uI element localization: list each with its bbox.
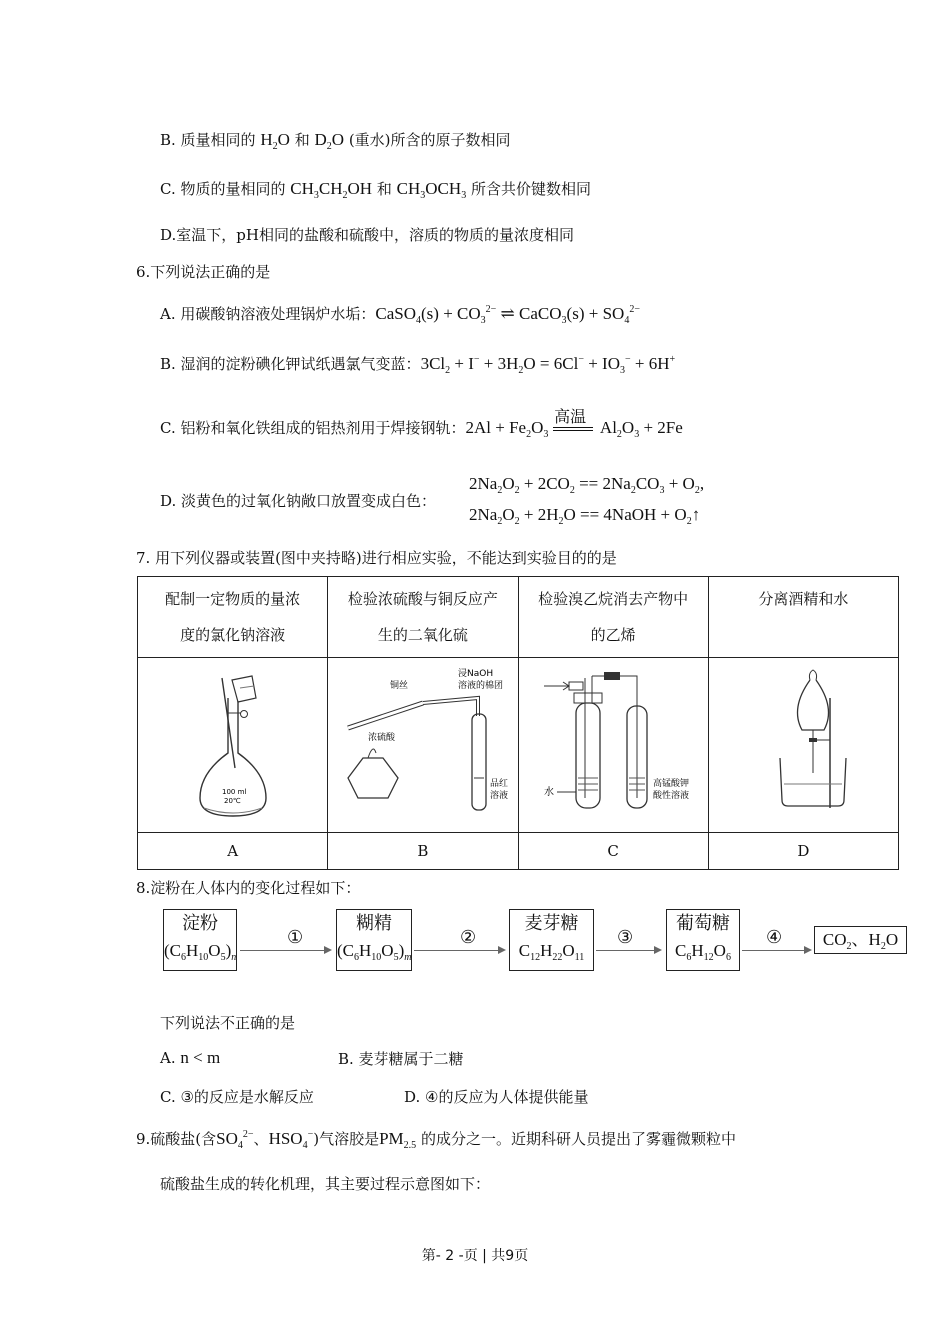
- arrow-1: [240, 950, 330, 951]
- q9-stem-line2: 硫酸盐生成的转化机理，其主要过程示意图如下：: [160, 1175, 491, 1193]
- q6-option-a: A. 用碳酸钠溶液处理锅炉水垢：CaSO$_4$(s) + $CO_3^{2-}$ ⇌ CaCO$_3$(s) + $SO_4^{2-}$: [160, 304, 640, 326]
- option-c-label: C: [518, 833, 708, 870]
- option-b-label: B: [328, 833, 518, 870]
- option-d-label: D: [708, 833, 898, 870]
- label-solution: 溶液: [490, 791, 509, 801]
- header-b: 检验浓硫酸与铜反应产 生的二氧化硫: [328, 577, 518, 658]
- q6-option-d: D. 淡黄色的过氧化钠敞口放置变成白色：: [160, 492, 437, 510]
- box-glucose: 葡萄糖 $C_6H_{12}O_6$: [666, 909, 740, 971]
- step-3: ③: [617, 927, 634, 948]
- q8-option-a: A. n < m: [160, 1048, 221, 1067]
- q5-option-b: B. 质量相同的 $H_2O$ 和 $D_2O$ (重水)所含的原子数相同: [160, 130, 511, 152]
- q8-option-d: D. ④的反应为人体提供能量: [404, 1088, 589, 1106]
- label-naoh: 浸NaOH: [458, 669, 494, 679]
- label-water: 水: [543, 787, 554, 798]
- arrow-2: [414, 950, 504, 951]
- arrow-4: [742, 950, 810, 951]
- label-acid-solution: 酸性溶液: [652, 791, 689, 801]
- q6-option-c: C. 铝粉和氧化铁组成的铝热剂用于焊接钢轨：$2Al + Fe_2O_3$ 高温 $Al_2O_3 + 2Fe$: [160, 417, 683, 438]
- label-magenta: 品红: [490, 779, 509, 789]
- q5-option-d: D.室温下，pH相同的盐酸和硫酸中，溶质的物质的量浓度相同: [160, 226, 574, 244]
- label-conc-sulfuric: 浓硫酸: [368, 733, 396, 743]
- ethylene-test-apparatus: [519, 658, 713, 828]
- q7-table: [137, 576, 899, 870]
- step-1: ①: [287, 927, 304, 948]
- q8-stem: 8.淀粉在人体内的变化过程如下：: [136, 879, 361, 897]
- q6-d-equation-1: $2Na_2O_2 + 2CO_2 == 2Na_2CO_3 + O_2$,: [469, 474, 705, 496]
- q7-stem: 7. 用下列仪器或装置(图中夹持略)进行相应实验，不能达到实验目的的是: [136, 549, 617, 567]
- box-maltose: 麦芽糖 $C_{12}H_{22}O_{11}$: [509, 909, 594, 971]
- header-c: 检验溴乙烷消去产物中 的乙烯: [518, 577, 708, 658]
- box-starch: 淀粉 $(C_6H_{10}O_5)_n$: [163, 909, 237, 971]
- option-a-label: A: [138, 833, 328, 870]
- copper-sulfuric-acid-apparatus: [328, 658, 522, 828]
- step-4: ④: [766, 927, 783, 948]
- q8-sub-question: 下列说法不正确的是: [160, 1014, 296, 1032]
- figure-d-cell: [708, 658, 898, 833]
- q6-stem: 6.下列说法正确的是: [136, 263, 271, 281]
- label-cotton: 溶液的棉团: [458, 681, 504, 691]
- volumetric-flask-figure: [140, 658, 326, 828]
- figure-c-cell: [518, 658, 708, 833]
- q9-stem-line1: 9.硫酸盐(含$SO_4^{2-}$、$HSO_4^-$)气溶胶是$PM_{2.5}$ 的成分之一。近期科研人员提出了雾霾微颗粒中: [136, 1129, 736, 1151]
- label-copper-wire: 铜丝: [390, 681, 409, 691]
- header-a: 配制一定物质的量浓 度的氯化钠溶液: [138, 577, 328, 658]
- separatory-funnel-figure: [710, 658, 896, 828]
- step-2: ②: [460, 927, 477, 948]
- q5-option-c: C. 物质的量相同的 $CH_3CH_2OH$ 和 $CH_3OCH_3$ 所含共价键数相同: [160, 179, 591, 201]
- q6-d-equation-2: $2Na_2O_2 + 2H_2O$ == 4NaOH + $O_2↑$: [469, 505, 701, 527]
- q6-option-b: B. 湿润的淀粉碘化钾试纸遇氯气变蓝：$3Cl_2 + I^- + 3H_2O = 6Cl^- + IO_3^- + 6H^+$: [160, 354, 676, 376]
- condition-high-temp: 高温: [554, 407, 587, 426]
- figure-a-cell: [138, 658, 328, 833]
- header-d: 分离酒精和水: [708, 577, 898, 658]
- figure-b-cell: [328, 658, 518, 833]
- box-dextrin: 糊精 $(C_6H_{10}O_5)_m$: [336, 909, 412, 971]
- box-products: $CO_2$、$H_2O$: [814, 926, 907, 954]
- page-footer: 第- 2 -页 | 共9页: [421, 1248, 529, 1264]
- label-kmno4: 高锰酸钾: [652, 779, 689, 789]
- flask-volume-label: 100 ml: [221, 788, 246, 796]
- q8-option-c: C. ③的反应是水解反应: [160, 1088, 314, 1106]
- flask-temp-label: 20℃: [223, 797, 241, 805]
- arrow-3: [596, 950, 660, 951]
- q8-option-b: B. 麦芽糖属于二糖: [338, 1050, 464, 1068]
